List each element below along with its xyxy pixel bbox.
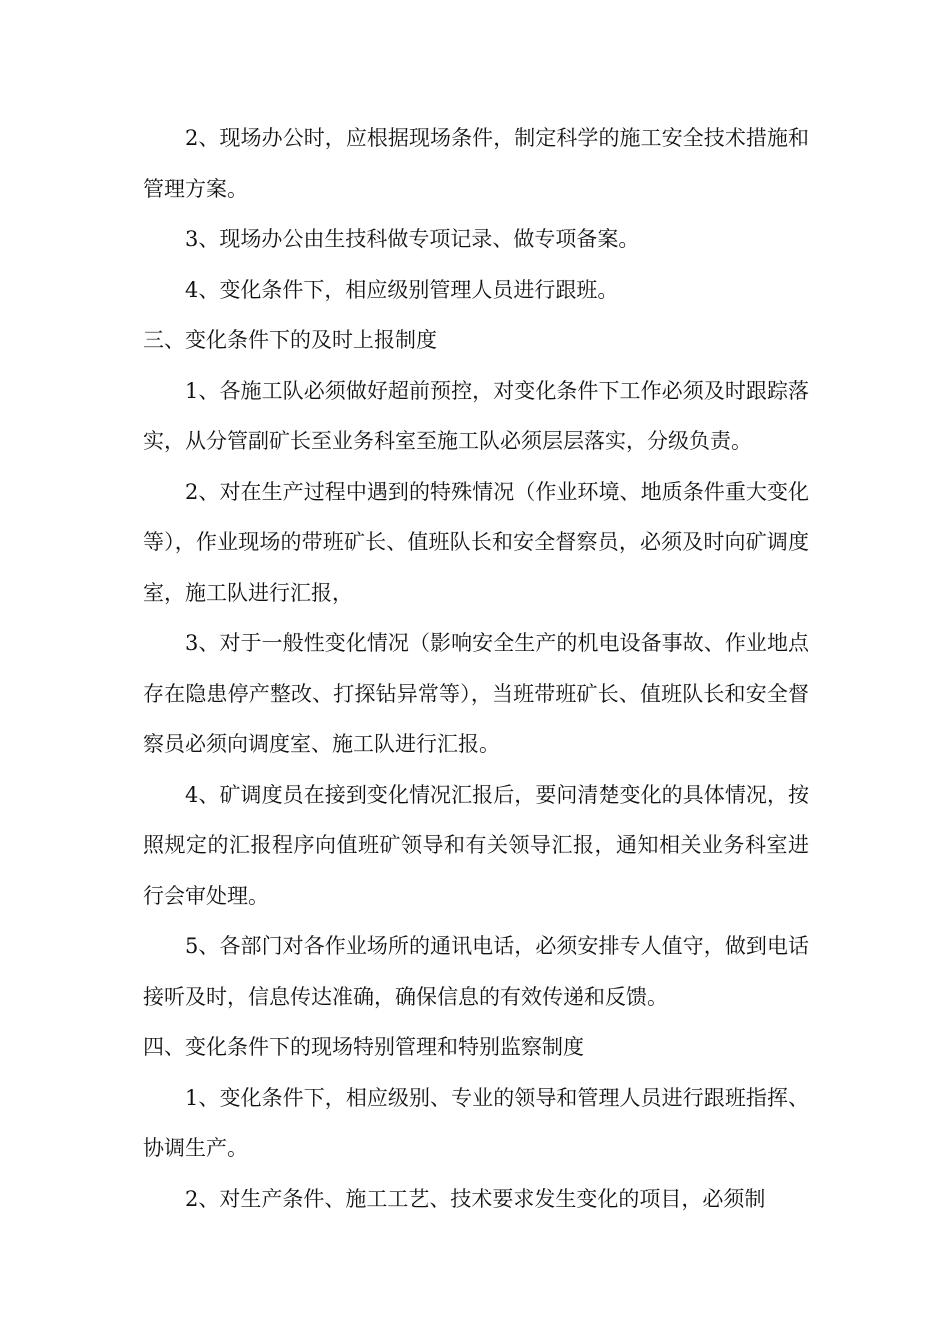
paragraph-item-2-onsite-office: 2、现场办公时，应根据现场条件，制定科学的施工安全技术措施和管理方案。	[143, 126, 809, 201]
paragraph-reporting-3: 3、对于一般性变化情况（影响安全生产的机电设备事故、作业地点存在隐患停产整改、打探钻异常等），当班带班矿长、值班队长和安全督察员必须向调度室、施工队进行汇报。	[143, 631, 809, 756]
document-body	[143, 113, 809, 1224]
section-heading-3-reporting: 三、变化条件下的及时上报制度	[143, 328, 437, 352]
paragraph-reporting-2: 2、对在生产过程中遇到的特殊情况（作业环境、地质条件重大变化等），作业现场的带班矿长、值班队长和安全督察员，必须及时向矿调度室，施工队进行汇报，	[143, 479, 809, 605]
paragraph-special-1: 1、变化条件下，相应级别、专业的领导和管理人员进行跟班指挥、协调生产。	[143, 1085, 809, 1160]
paragraph-special-2: 2、对生产条件、施工工艺、技术要求发生变化的项目，必须制	[185, 1186, 766, 1211]
paragraph-item-4-shift-following: 4、变化条件下，相应级别管理人员进行跟班。	[185, 277, 619, 302]
paragraph-reporting-4: 4、矿调度员在接到变化情况汇报后，要问清楚变化的具体情况，按照规定的汇报程序向值班矿领导和有关领导汇报，通知相关业务科室进行会审处理。	[143, 782, 809, 908]
paragraph-reporting-5: 5、各部门对各作业场所的通讯电话，必须安排专人值守，做到电话接听及时，信息传达准确，确保信息的有效传递和反馈。	[143, 934, 809, 1009]
section-heading-4-special-management: 四、变化条件下的现场特别管理和特别监察制度	[143, 1035, 584, 1059]
paragraph-item-3-records: 3、现场办公由生技科做专项记录、做专项备案。	[185, 227, 640, 251]
paragraph-reporting-1: 1、各施工队必须做好超前预控，对变化条件下工作必须及时跟踪落实，从分管副矿长至业务科室至施工队必须层层落实，分级负责。	[143, 378, 809, 453]
